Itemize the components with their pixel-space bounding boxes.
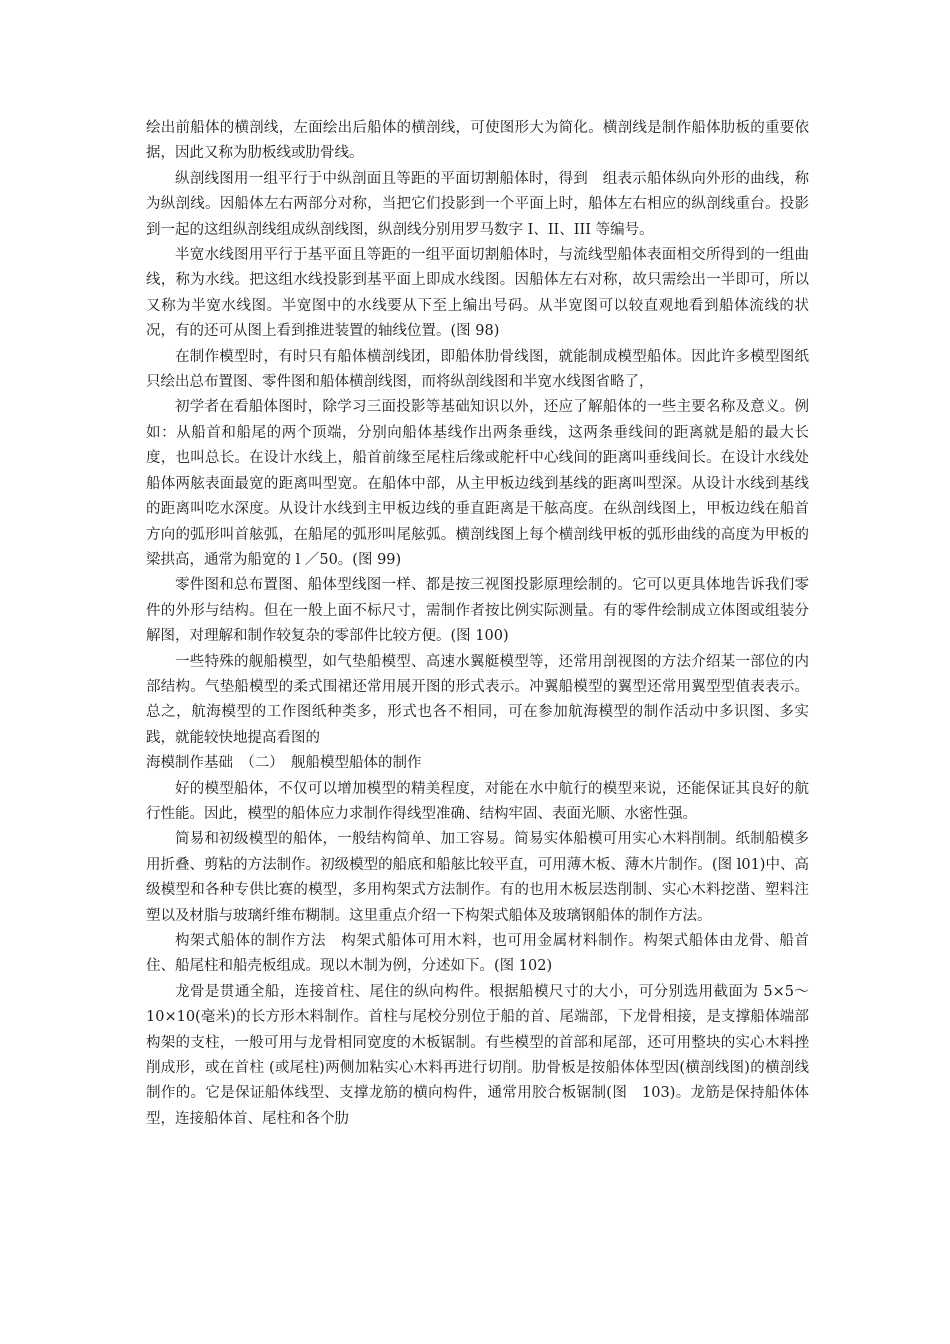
paragraph-model-making: 在制作模型时，有时只有船体横剖线团，即船体肋骨线图，就能制成模型船体。因此许多模型图纸只绘出总布置图、零件图和船体横剖线图，而将纵剖线图和半宽水线图省略了，	[146, 348, 809, 391]
paragraph-special-models: 一些特殊的舰船模型，如气垫船模型、高速水翼艇模型等，还常用剖视图的方法介绍某一部位的内部结构。气垫船模型的柔式围裙还常用展开图的形式表示。冲翼船模型的翼型还常用翼型型值表表示。总之，航海模型的工作图纸种类多，形式也各不相同，可在参加航海模型的制作活动中多识图、多实践，就能较快地提高看图的	[146, 653, 809, 746]
section-heading: 海模制作基础 （二） 舰船模型船体的制作	[146, 755, 422, 772]
paragraph-simple-models: 简易和初级模型的船体，一般结构简单、加工容易。简易实体船模可用实心木料削制。纸制船模多用折叠、剪粘的方法制作。初级模型的船底和船舷比较平直，可用薄木板、薄木片制作。(图 l01)中、高级模型和各种专供比赛的模型，多用构架式方法制作。有的也用木板层迭削制、实心木料挖凿、塑料注塑以及材脂与玻璃纤维布糊制。这里重点介绍一下构架式船体及玻璃钢船体的制作方法。	[146, 831, 809, 924]
paragraph-half-breadth-waterlines: 半宽水线图用平行于基平面且等距的一组平面切割船体时，与流线型船体表面相交所得到的一组曲线，称为水线。把这组水线投影到基平面上即成水线图。因船体左右对称，故只需绘出一半即可，所以又称为半宽水线图。半宽图中的水线要从下至上编出号码。从半宽图可以较直观地看到船体流线的状况，有的还可从图上看到推进装置的轴线位置。(图 98)	[146, 247, 809, 340]
paragraph-hull-terms: 初学者在看船体图时，除学习三面投影等基础知识以外，还应了解船体的一些主要名称及意义。例如：从船首和船尾的两个顶端，分别向船体基线作出两条垂线，这两条垂线间的距离就是船的最大长度，也叫总长。在设计水线上，船首前缘至尾柱后缘或舵杆中心线间的距离叫垂线间长。在设计水线处船体两舷表面最宽的距离叫型宽。在船体中部，从主甲板边线到基线的距离叫型深。从设计水线到基线的距离叫吃水深度。从设计水线到主甲板边线的垂直距离是干舷高度。在纵剖线图上，甲板边线在船首方向的弧形叫首舷弧，在船尾的弧形叫尾舷弧。横剖线图上每个横剖线甲板的弧形曲线的高度为甲板的梁拱高，通常为船宽的 l ／50。(图 99)	[146, 399, 809, 568]
paragraph-transverse-sections-end: 绘出前船体的横剖线，左面绘出后船体的横剖线，可使图形大为简化。横剖线是制作船体肋板的重要依据，因此又称为肋板线或肋骨线。	[146, 120, 809, 162]
paragraph-part-drawings: 零件图和总布置图、船体型线图一样、都是按三视图投影原理绘制的。它可以更具体地告诉我们零件的外形与结构。但在一般上面不标尺寸，需制作者按比例实际测量。有的零件绘制成立体图或组装分解图，对理解和制作较复杂的零部件比较方便。(图 100)	[146, 577, 809, 645]
paragraph-good-hull: 好的模型船体，不仅可以增加模型的精美程度，对能在水中航行的模型来说，还能保证其良好的航行性能。因此，模型的船体应力求制作得线型准确、结构牢固、表面光顺、水密性强。	[146, 780, 809, 822]
paragraph-keel: 龙骨是贯通全船，连接首柱、尾住的纵向构件。根据船模尺寸的大小，可分别选用截面为 5×5～10×10(毫米)的长方形木料制作。首柱与尾校分别位于船的首、尾端部，下龙骨相接，是支撑船体端部构架的支柱，一般可用与龙骨相同宽度的木板锯制。有些模型的首部和尾部，还可用整块的实心木料挫削成形，或在首柱 (或尾柱)两侧加粘实心木料再进行切削。肋骨板是按船体体型因(横剖线图)的横剖线制作的。它是保证船体线型、支撑龙筋的横向构件，通常用胶合板锯制(图 103)。龙筋是保持船体体型，连接船体首、尾柱和各个肋	[146, 983, 809, 1127]
document-body	[146, 116, 809, 1132]
paragraph-longitudinal-sections: 纵剖线图用一组平行于中纵剖面且等距的平面切割船体时，得到 组表示船体纵向外形的曲线，称为纵剖线。因船体左右两部分对称，当把它们投影到一个平面上时，船体左右相应的纵剖线重台。投影到一起的这组纵剖线组成纵剖线图，纵剖线分别用罗马数字 I、II、III 等编号。	[146, 170, 809, 238]
paragraph-frame-hull-method: 构架式船体的制作方法 构架式船体可用木料，也可用金属材料制作。构架式船体由龙骨、船首住、船尾柱和船壳板组成。现以木制为例，分述如下。(图 102)	[146, 933, 809, 975]
